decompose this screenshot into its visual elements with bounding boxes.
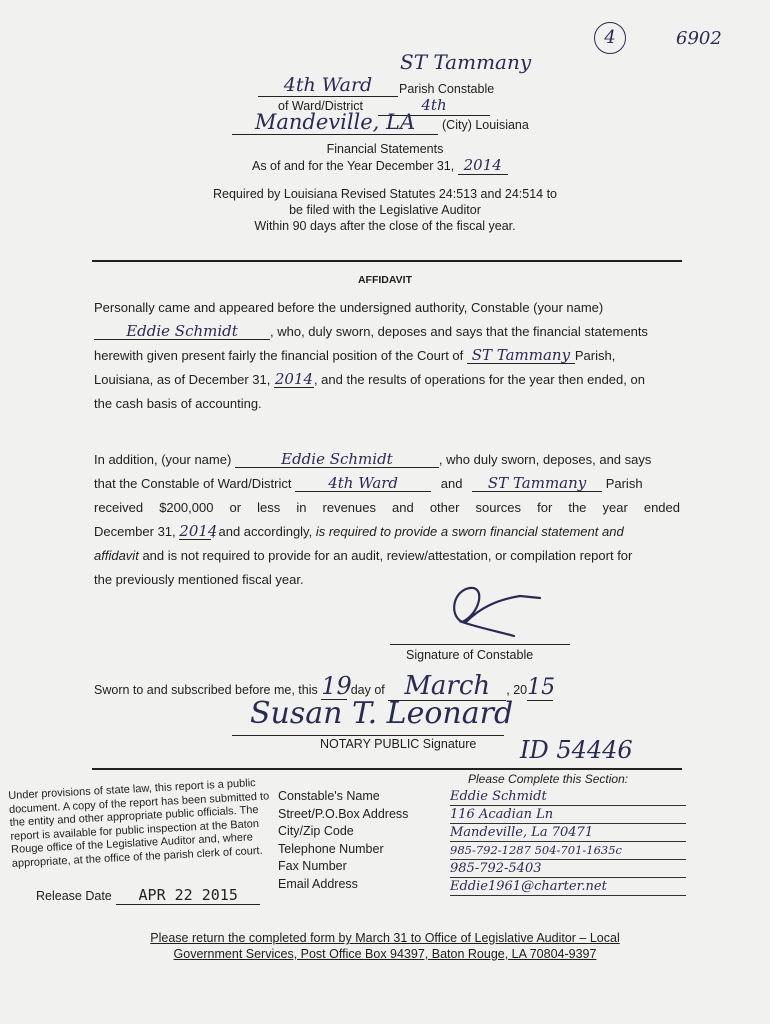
affidavit-year-handwritten: 2014 (274, 370, 314, 388)
sworn-prefix: Sworn to and subscribed before me, this (94, 683, 318, 697)
p2-a: In addition, (your name) (94, 452, 232, 467)
p2-line-2 (94, 472, 680, 496)
release-date-stamp: APR 22 2015 (116, 886, 260, 905)
value-city-zip: Mandeville, La 70471 (450, 824, 686, 842)
p1-d: Louisiana, as of December 31, (94, 372, 271, 387)
return-instructions (0, 930, 770, 962)
contact-values (450, 788, 686, 896)
sworn-day-handwritten: 19 (321, 672, 352, 700)
p1-e: , and the results of operations for the year then ended, on (313, 372, 645, 387)
top-divider (92, 260, 682, 262)
p2-h: affidavit (94, 548, 139, 563)
p2-line-3: received $200,000 or less in revenues and other sources for the year ended (94, 500, 680, 515)
bottom-divider (92, 768, 682, 770)
p2-and: and (440, 476, 463, 491)
sworn-month-handwritten: March (388, 672, 506, 701)
statute-line-2: be filed with the Legislative Auditor (289, 203, 481, 217)
please-complete-label: Please Complete this Section: (468, 772, 629, 786)
parish-2-handwritten: ST Tammany (472, 475, 602, 492)
city-line (232, 110, 438, 135)
p2-line-5 (94, 544, 680, 568)
sworn-year-handwritten: 15 (527, 675, 556, 700)
value-telephone: 985-792-1287 504-701-1635c (450, 842, 686, 860)
statute-line-1: Required by Louisiana Revised Statutes 24:513 and 24:514 to (213, 187, 557, 201)
statute-line-3: Within 90 days after the close of the fiscal year. (254, 219, 516, 233)
statute-notice (0, 186, 770, 234)
p1-b: herewith given present fairly the financial position of the Court of (94, 348, 464, 363)
p2-line-4 (94, 520, 680, 544)
city-handwritten: Mandeville, LA (254, 110, 416, 134)
p1-c: Parish, (574, 348, 616, 363)
p2-i: and is not required to provide for an audit, review/attestation, or compilation report for (142, 548, 633, 563)
value-fax: 985-792-5403 (450, 860, 686, 878)
year-prefix: As of and for the Year December 31, (252, 159, 455, 173)
p1-line-3 (94, 344, 680, 368)
value-street-address: 116 Acadian Ln (450, 806, 686, 824)
value-constable-name: Eddie Schmidt (450, 788, 686, 806)
p1-line-5: the cash basis of accounting. (94, 396, 262, 411)
p2-line-1 (94, 448, 680, 472)
sworn-day-of: day of (350, 683, 385, 697)
return-line-1: Please return the completed form by March 31 to Office of Legislative Auditor – Local (150, 931, 620, 945)
return-line-2: Government Services, Post Office Box 94397, Baton Rouge, LA 70804-9397 (173, 947, 597, 961)
parish-constable-label: Parish Constable (399, 82, 495, 96)
signature-line (390, 644, 570, 645)
notary-line (232, 735, 504, 736)
financial-statements-title: Financial Statements (326, 142, 444, 156)
sworn-year-prefix: , 20 (506, 683, 528, 697)
contact-labels (278, 788, 408, 893)
public-notice: Under provisions of state law, this report is a public document. A copy of the report has been submitted to the entity and other appropriate public officials. The report is available for public inspection at the Baton Rouge office of the Legislative Auditor and, where appropriate, at the office of the parish clerk of court. (8, 777, 270, 870)
p2-line-6: the previously mentioned fiscal year. (94, 572, 304, 587)
label-city-zip: City/Zip Code (278, 824, 354, 838)
ward-line (258, 74, 398, 97)
label-fax: Fax Number (278, 859, 347, 873)
ward-district-label: of Ward/District (278, 99, 363, 113)
p2-e: December 31, (94, 524, 176, 539)
release-date (36, 886, 260, 905)
year-handwritten: 2014 (458, 156, 508, 175)
notary-public-label: NOTARY PUBLIC Signature (320, 737, 477, 751)
p2-g: is required to provide a sworn financial statement and (315, 524, 624, 539)
constable-name-handwritten: Eddie Schmidt (94, 323, 270, 340)
court-parish-handwritten: ST Tammany (467, 347, 575, 364)
label-email: Email Address (278, 876, 358, 891)
ward-handwritten: 4th Ward (283, 74, 373, 96)
file-number: 6902 (676, 28, 722, 49)
year-line (252, 156, 508, 175)
affidavit-year-2-handwritten: 2014 (179, 522, 218, 540)
signature-of-constable-label: Signature of Constable (406, 648, 534, 662)
p1-line-4 (94, 368, 680, 392)
affidavit-title: AFFIDAVIT (357, 274, 413, 286)
label-telephone: Telephone Number (278, 841, 384, 856)
affidavit-paragraph-2 (94, 448, 680, 592)
p2-c: that the Constable of Ward/District (94, 476, 292, 491)
ward-district-handwritten: 4th (421, 96, 447, 114)
parish-handwritten: ST Tammany (400, 50, 532, 74)
ward-district-2-handwritten: 4th Ward (295, 475, 431, 492)
release-date-label: Release Date (36, 889, 112, 903)
constable-name-2-handwritten: Eddie Schmidt (235, 451, 439, 468)
city-label: (City) Louisiana (442, 118, 529, 132)
p2-parish: Parish (605, 476, 643, 491)
value-email: Eddie1961@charter.net (450, 878, 686, 896)
circled-page-number: 4 (594, 22, 626, 54)
p2-f: , and accordingly, (211, 524, 313, 539)
p1-intro: Personally came and appeared before the undersigned authority, Constable (your name) (94, 300, 604, 315)
p1-a: , who, duly sworn, deposes and says that the financial statements (270, 324, 648, 339)
p1-line-2 (94, 320, 680, 344)
constable-signature (440, 578, 560, 640)
label-constable-name: Constable's Name (278, 789, 380, 803)
notary-signature-handwritten: Susan T. Leonard (250, 696, 514, 731)
label-street-address: Street/P.O.Box Address (278, 806, 409, 821)
affidavit-paragraph-1 (94, 296, 680, 416)
notary-id-handwritten: ID 54446 (520, 736, 633, 764)
p2-b: , who duly sworn, deposes, and says (438, 452, 652, 467)
